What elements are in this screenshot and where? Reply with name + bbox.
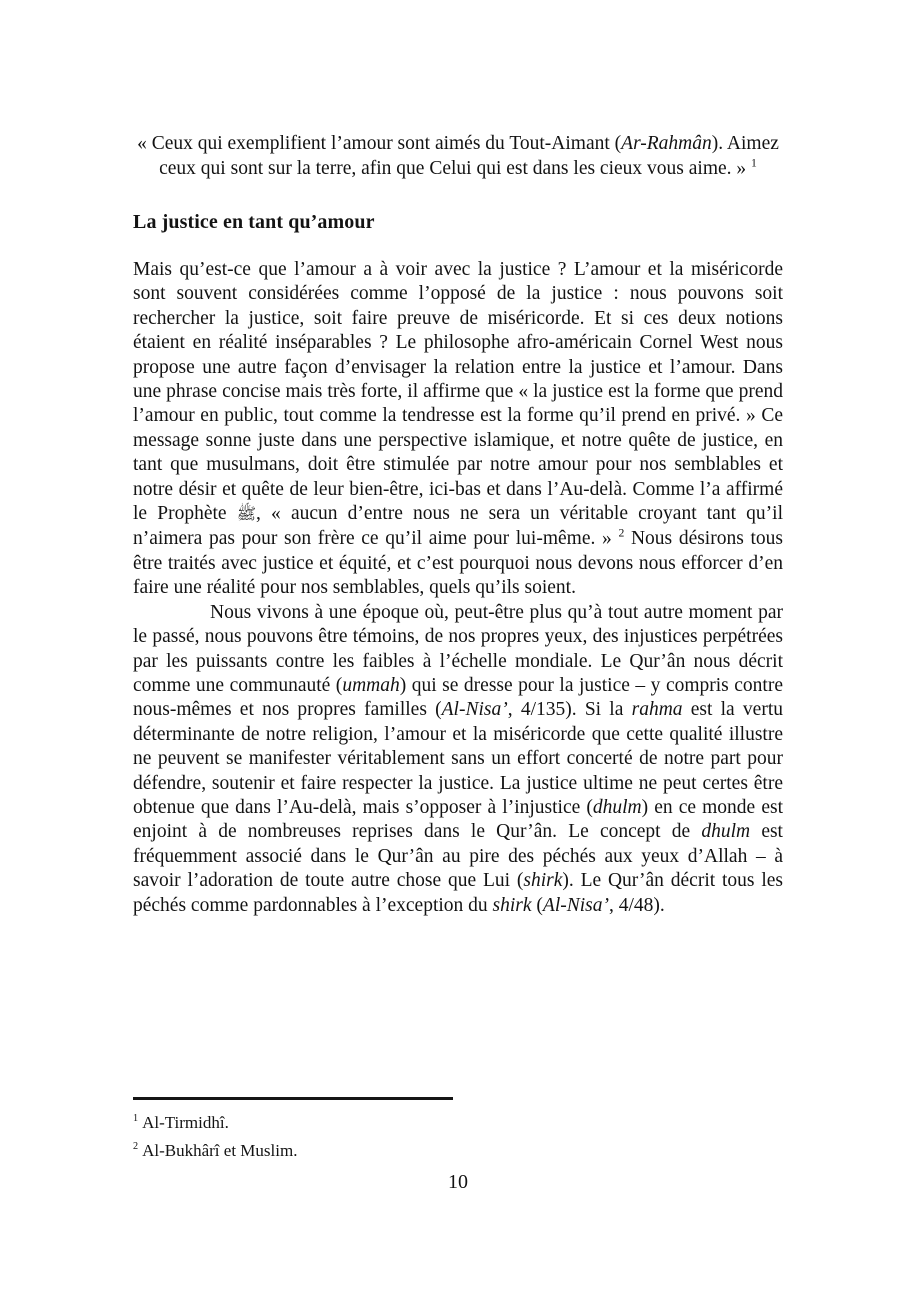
paragraph-2: Nous vivons à une époque où, peut-être plus qu’à tout autre moment par le passé, nous pouvons être témoins, de nos propres yeux, des injustices perpétrées par les puissants contre les faibles à l’échelle mondiale. Le Qur’ân nous décrit comme une communauté (ummah) qui se dresse pour la justice – y compris contre nous-mêmes et nos propres familles (Al-Nisa’, 4/135). Si la rahma est la vertu déterminante de notre religion, l’amour et la miséricorde que cette qualité illustre ne peuvent se manifester véritablement sans un effort concerté de notre part pour défendre, soutenir et faire respecter la justice. La justice ultime ne peut certes être obtenue que dans l’Au-delà, mais s’opposer à l’injustice (dhulm) en ce monde est enjoint à de nombreuses reprises dans le Qur’ân. Le concept de dhulm est fréquemment associé dans le Qur’ân au pire des péchés aux yeux d’Allah – à savoir l’adoration de toute autre chose que Lui (shirk). Le Qur’ân décrit tous les péchés comme pardonnables à l’exception du shirk (Al-Nisa’, 4/48). [133,601,784,916]
page-footer [133,1097,783,1194]
page-number: 10 [448,1171,468,1193]
footnote-divider [133,1097,453,1100]
footnote-2 [133,1137,783,1165]
footnote-2-marker: 2 [133,1140,139,1152]
footnote-1-marker: 1 [133,1113,139,1125]
footnotes-block [133,1109,783,1164]
text-column [133,131,783,918]
footnote-1 [133,1109,783,1137]
section-heading: La justice en tant qu’amour [133,211,375,233]
paragraph-1: Mais qu’est-ce que l’amour a à voir avec la justice ? L’amour et la miséricorde sont souvent considérées comme l’opposé de la justice : nous pouvons soit rechercher la justice, soit faire preuve de miséricorde. Et si ces deux notions étaient en réalité inséparables ? Le philosophe afro-américain Cornel West nous propose une autre façon d’envisager la relation entre la justice et l’amour. Dans une phrase concise mais très forte, il affirme que « la justice est la forme que prend l’amour en public, tout comme la tendresse est la forme qu’il prend en privé. » Ce message sonne juste dans une perspective islamique, et notre quête de justice, en tant que musulmans, doit être stimulée par notre amour pour nos semblables et notre désir et quête de leur bien-être, ici-bas et dans l’Au-delà. Comme l’a affirmé le Prophète ﷺ, « aucun d’entre nous ne sera un véritable croyant tant qu’il n’aimera pas pour son frère ce qu’il aime pour lui-même. » $^2$ Nous désirons tous être traités avec justice et équité, et c’est pourquoi nous devons nous efforcer d’en faire une réalité pour nos semblables, quels qu’ils soient. [133,259,783,599]
footnote-1-text: Al-Tirmidhî. [142,1113,229,1132]
epigraph-quote: « Ceux qui exemplifient l’amour sont aimés du Tout-Aimant (Ar-Rahmân). Aimez ceux qui sont sur la terre, afin que Celui qui est dans les cieux vous aime. » $^1$ [137,133,779,179]
footnote-2-text: Al-Bukhârî et Muslim. [142,1140,298,1160]
